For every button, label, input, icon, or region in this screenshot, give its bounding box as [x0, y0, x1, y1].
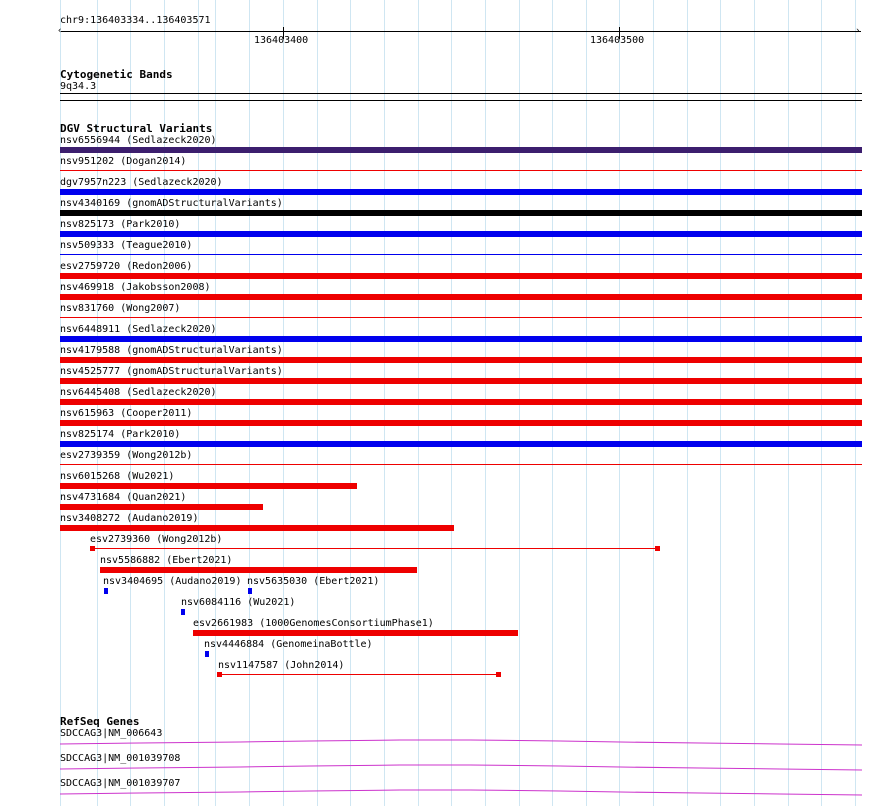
refseq-gene-line[interactable]: [60, 790, 862, 795]
dgv-feature-label[interactable]: nsv6084116 (Wu2021): [181, 597, 296, 608]
ruler-left-arrow-icon[interactable]: ‹: [57, 26, 63, 36]
dgv-feature-label[interactable]: nsv3404695 (Audano2019): [103, 576, 242, 587]
ruler-right-arrow-icon[interactable]: ›: [855, 26, 861, 36]
cytoband-label[interactable]: 9q34.3: [60, 81, 97, 92]
dgv-feature-label[interactable]: nsv5586882 (Ebert2021): [100, 555, 233, 566]
dgv-feature-label[interactable]: nsv4179588 (gnomADStructuralVariants): [60, 345, 283, 356]
dgv-feature-label[interactable]: nsv825174 (Park2010): [60, 429, 181, 440]
dgv-feature-label[interactable]: nsv4340169 (gnomADStructuralVariants): [60, 198, 283, 209]
dgv-feature-label[interactable]: nsv6448911 (Sedlazeck2020): [60, 324, 217, 335]
dgv-feature-label[interactable]: nsv6015268 (Wu2021): [60, 471, 175, 482]
dgv-feature-label[interactable]: esv2739360 (Wong2012b): [90, 534, 223, 545]
dgv-feature-label[interactable]: esv2759720 (Redon2006): [60, 261, 193, 272]
dgv-feature-label[interactable]: nsv6556944 (Sedlazeck2020): [60, 135, 217, 146]
region-label: chr9:136403334..136403571: [60, 15, 211, 26]
dgv-feature-label[interactable]: nsv4731684 (Quan2021): [60, 492, 187, 503]
dgv-feature-label[interactable]: nsv4446884 (GenomeinaBottle): [204, 639, 373, 650]
cytoband-track-title: Cytogenetic Bands: [60, 68, 173, 81]
dgv-feature-label[interactable]: nsv4525777 (gnomADStructuralVariants): [60, 366, 283, 377]
dgv-feature-label[interactable]: dgv7957n223 (Sedlazeck2020): [60, 177, 223, 188]
dgv-feature-label[interactable]: nsv615963 (Cooper2011): [60, 408, 193, 419]
ruler-tick-label: 136403400: [254, 35, 309, 46]
ruler-tick-label: 136403500: [590, 35, 645, 46]
dgv-feature-label[interactable]: nsv5635030 (Ebert2021): [247, 576, 380, 587]
refseq-gene-label[interactable]: SDCCAG3|NM_001039708: [60, 753, 181, 764]
dgv-feature-label[interactable]: nsv825173 (Park2010): [60, 219, 181, 230]
dgv-feature-label[interactable]: nsv831760 (Wong2007): [60, 303, 181, 314]
dgv-feature-label[interactable]: esv2739359 (Wong2012b): [60, 450, 193, 461]
dgv-feature-label[interactable]: nsv3408272 (Audano2019): [60, 513, 199, 524]
dgv-feature-label[interactable]: nsv951202 (Dogan2014): [60, 156, 187, 167]
refseq-gene-label[interactable]: SDCCAG3|NM_001039707: [60, 778, 181, 789]
dgv-feature-label[interactable]: nsv469918 (Jakobsson2008): [60, 282, 211, 293]
refseq-gene-line[interactable]: [60, 765, 862, 770]
dgv-feature-label[interactable]: nsv6445408 (Sedlazeck2020): [60, 387, 217, 398]
dgv-feature-label[interactable]: nsv509333 (Teague2010): [60, 240, 193, 251]
dgv-feature-label[interactable]: esv2661983 (1000GenomesConsortiumPhase1): [193, 618, 434, 629]
dgv-track-title: DGV Structural Variants: [60, 122, 213, 135]
refseq-gene-label[interactable]: SDCCAG3|NM_006643: [60, 728, 163, 739]
dgv-feature-label[interactable]: nsv1147587 (John2014): [218, 660, 345, 671]
refseq-gene-line[interactable]: [60, 740, 862, 745]
refseq-track-title: RefSeq Genes: [60, 715, 140, 728]
